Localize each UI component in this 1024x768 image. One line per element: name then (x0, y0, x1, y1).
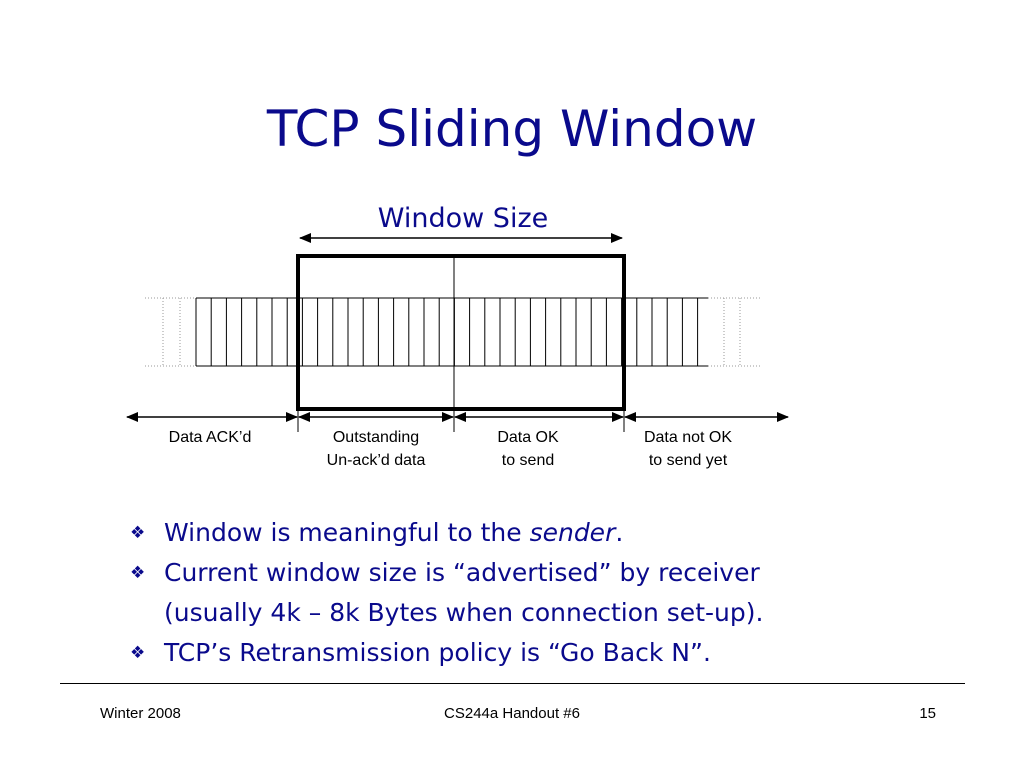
region-label-ok-to-send (454, 426, 602, 472)
bullet-item (130, 553, 990, 633)
footer-center: CS244a Handout #6 (444, 705, 580, 722)
bullet-text: Window is meaningful to the (164, 518, 530, 547)
footer-divider (60, 683, 965, 684)
region-label-line1: Data ACK’d (168, 429, 252, 446)
region-label-outstanding (298, 426, 454, 472)
window-size-label: Window Size (377, 203, 549, 234)
region-label-line2: Un-ack’d data (326, 452, 426, 469)
bullet-continuation: (usually 4k – 8k Bytes when connection set-up). (164, 598, 764, 627)
region-label-line1: Data OK (497, 429, 559, 446)
region-label-line1: Outstanding (332, 429, 420, 446)
footer-page-number: 15 (919, 705, 936, 722)
window-box (298, 256, 624, 409)
bullet-text: Current window size is “advertised” by receiver (164, 558, 760, 587)
region-label-line1: Data not OK (643, 429, 733, 446)
region-label-not-ok (612, 426, 764, 472)
region-label-acked (130, 426, 290, 449)
buffer-cells (145, 298, 760, 366)
diamond-bullet-icon: ❖ (130, 523, 146, 543)
bullet-item (130, 633, 990, 673)
diamond-bullet-icon: ❖ (130, 563, 146, 583)
diamond-bullet-icon: ❖ (130, 643, 146, 663)
bullet-text: TCP’s Retransmission policy is “Go Back N”. (164, 638, 711, 667)
bullet-item (130, 513, 990, 553)
footer-left: Winter 2008 (100, 705, 181, 722)
region-label-line2: to send (501, 452, 555, 469)
slide-title: TCP Sliding Window (266, 100, 758, 158)
bullet-tail: . (615, 518, 624, 547)
region-label-line2: to send yet (648, 452, 728, 469)
bullet-list (130, 513, 990, 673)
bullet-emphasis: sender (529, 518, 616, 547)
